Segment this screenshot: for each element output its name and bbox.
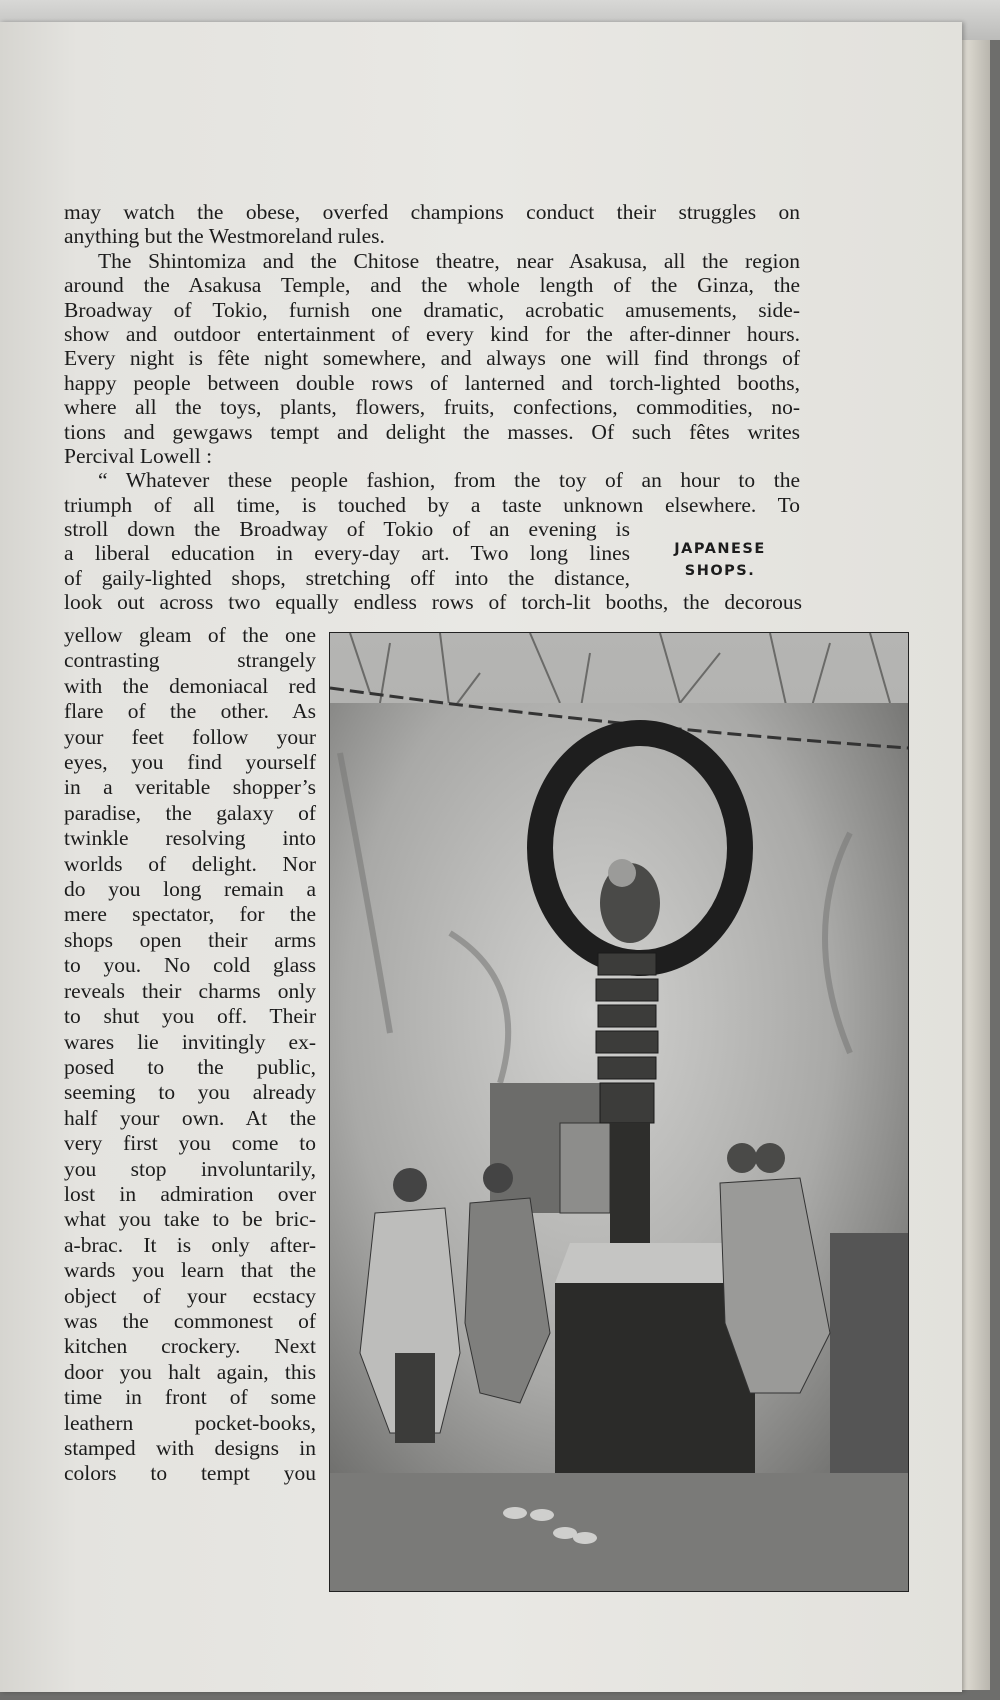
stacked-barrels [596, 953, 658, 1123]
text-line: Every night is fête night somewhere, and always one will find throngs of [64, 346, 800, 371]
text-line: was the commonest of [64, 1308, 316, 1333]
text-line: triumph of all time, is touched by a taste unknown elsewhere. To [64, 492, 800, 517]
photo-illustration [330, 633, 908, 1591]
text-line: half your own. At the [64, 1105, 316, 1130]
body-text-beside-heading [64, 517, 630, 590]
text-line: door you halt again, this [64, 1359, 316, 1384]
text-line: stroll down the Broadway of Tokio of an evening is [64, 517, 630, 541]
text-line: you stop involuntarily, [64, 1156, 316, 1181]
text-line: wares lie invitingly ex- [64, 1029, 316, 1054]
text-line: to you. No cold glass [64, 953, 316, 978]
text-line: stamped with designs in [64, 1436, 316, 1460]
text-line: object of your ecstacy [64, 1283, 316, 1308]
text-line: with the demoniacal red [64, 673, 316, 698]
text-line: of gaily-lighted shops, stretching off into the distance, [64, 565, 630, 590]
text-line: what you take to be bric- [64, 1207, 316, 1232]
text-line: contrasting strangely [64, 648, 316, 673]
text-line: around the Asakusa Temple, and the whole length of the Ginza, the [64, 273, 800, 298]
text-line: tions and gewgaws tempt and delight the masses. Of such fêtes writes [64, 419, 800, 444]
text-line: wards you learn that the [64, 1258, 316, 1283]
text-line: to shut you off. Their [64, 1004, 316, 1029]
text-line: shops open their arms [64, 927, 316, 952]
text-line: The Shintomiza and the Chitose theatre, near Asakusa, all the region [98, 248, 800, 273]
text-line: posed to the public, [64, 1054, 316, 1079]
text-line: happy people between double rows of lanterned and torch-lighted booths, [64, 370, 800, 395]
side-heading-line: JAPANESE [674, 541, 766, 557]
side-heading [650, 538, 790, 582]
text-line: may watch the obese, overfed champions conduct their struggles on [64, 200, 800, 224]
text-line: lost in admiration over [64, 1181, 316, 1206]
text-line: a liberal education in every-day art. Two long lines [64, 541, 630, 566]
text-line: mere spectator, for the [64, 902, 316, 927]
side-heading-line: SHOPS. [684, 563, 756, 579]
text-line: where all the toys, plants, flowers, fruits, confections, commodities, no- [64, 395, 800, 420]
text-line: twinkle resolving into [64, 826, 316, 851]
text-line: Broadway of Tokio, furnish one dramatic, acrobatic amusements, side- [64, 297, 800, 322]
body-text-left-column [64, 623, 316, 1487]
text-line: flare of the other. As [64, 699, 316, 724]
text-line: a-brac. It is only after- [64, 1232, 316, 1257]
text-line: very first you come to [64, 1131, 316, 1156]
text-line: your feet follow your [64, 724, 316, 749]
text-line: seeming to you already [64, 1080, 316, 1105]
text-line: colors to tempt you [64, 1461, 316, 1486]
text-line: Percival Lowell : [64, 444, 213, 469]
text-line: anything but the Westmoreland rules. [64, 224, 385, 249]
text-line: reveals their charms only [64, 978, 316, 1003]
text-line: in a veritable shopper’s [64, 775, 316, 800]
text-line: look out across two equally endless rows of torch-lit booths, the decorous [64, 590, 802, 614]
body-text-full-line [64, 590, 802, 614]
text-line: yellow gleam of the one [64, 623, 316, 647]
text-line: show and outdoor entertainment of every kind for the after-dinner hours. [64, 322, 800, 347]
text-line: worlds of delight. Nor [64, 851, 316, 876]
text-line: paradise, the galaxy of [64, 800, 316, 825]
text-line: leathern pocket-books, [64, 1410, 316, 1435]
body-text-top [64, 200, 800, 517]
text-line: eyes, you find yourself [64, 750, 316, 775]
text-line: do you long remain a [64, 877, 316, 902]
text-line: “ Whatever these people fashion, from the toy of an hour to the [98, 468, 800, 493]
text-line: time in front of some [64, 1385, 316, 1410]
photograph-acrobat-show [329, 632, 909, 1592]
text-line: kitchen crockery. Next [64, 1334, 316, 1359]
